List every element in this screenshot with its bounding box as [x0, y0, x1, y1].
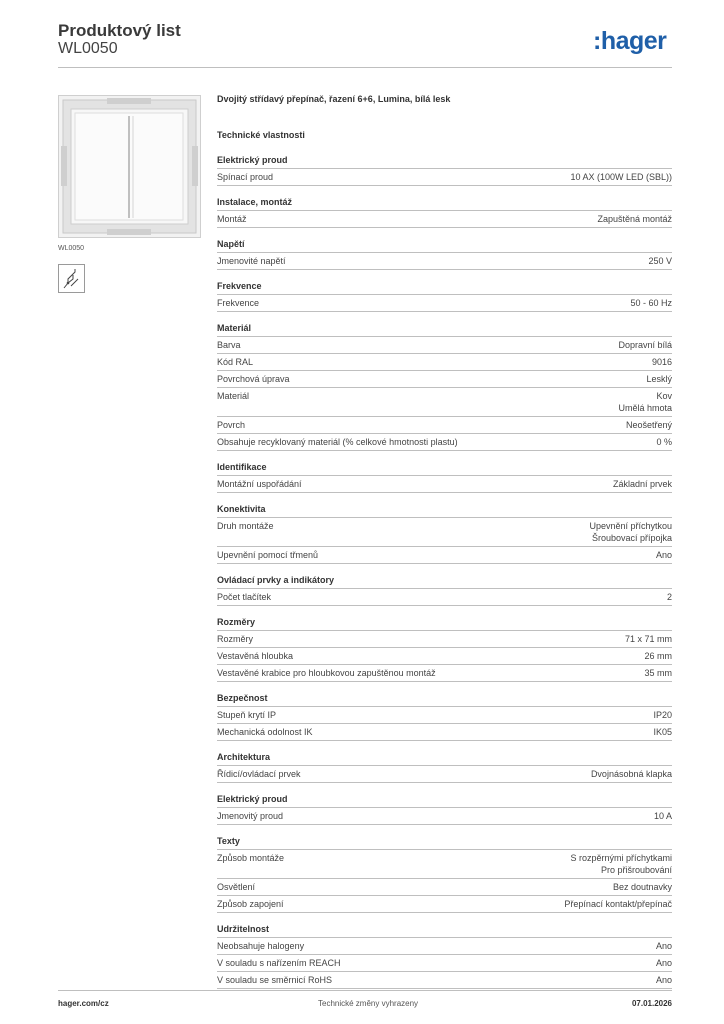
spec-row [217, 547, 672, 564]
image-caption: WL0050 [58, 245, 85, 252]
spec-value: Neošetřený [625, 420, 672, 430]
spec-row [217, 253, 672, 270]
spec-label: Vestavěná hloubka [217, 651, 294, 661]
spec-row [217, 518, 672, 547]
spec-value: 2 [666, 592, 672, 602]
section-title: Instalace, montáž [217, 197, 672, 211]
spec-value: Dopravní bílá [618, 340, 672, 350]
spec-section [217, 836, 672, 913]
footer-site-link[interactable]: hager.com/cz [58, 999, 109, 1008]
spec-value: 250 V [648, 256, 672, 266]
spec-row [217, 295, 672, 312]
section-title: Udržitelnost [217, 924, 672, 938]
page-title: Produktový list [58, 21, 181, 40]
spec-row [217, 371, 672, 388]
spec-row [217, 879, 672, 896]
spec-value: 26 mm [644, 651, 672, 661]
spec-section [217, 155, 672, 186]
spec-section [217, 504, 672, 564]
spec-section [217, 617, 672, 682]
spec-value: Přepínací kontakt/přepínač [564, 899, 672, 909]
spec-label: Povrchová úprava [217, 374, 290, 384]
spec-section [217, 794, 672, 825]
spec-row [217, 938, 672, 955]
spec-row [217, 476, 672, 493]
spec-row [217, 631, 672, 648]
spec-row [217, 648, 672, 665]
section-title: Elektrický proud [217, 155, 672, 169]
spec-value: Zapuštěná montáž [597, 214, 672, 224]
spec-label: Materiál [217, 391, 250, 401]
spec-row [217, 354, 672, 371]
spec-section [217, 924, 672, 989]
spec-row [217, 808, 672, 825]
switch-image [59, 96, 200, 237]
spec-value: Kov Umělá hmota [618, 391, 672, 413]
spec-label: Způsob montáže [217, 853, 285, 863]
section-title: Ovládací prvky a indikátory [217, 575, 672, 589]
spec-section [217, 281, 672, 312]
spec-row [217, 724, 672, 741]
spec-value: 10 AX (100W LED (SBL)) [570, 172, 672, 182]
spec-label: Barva [217, 340, 241, 350]
product-name: Dvojitý střídavý přepínač, řazení 6+6, Lumina, bílá lesk [217, 94, 451, 104]
spec-row [217, 211, 672, 228]
product-code: WL0050 [58, 40, 118, 57]
spec-value: Ano [655, 975, 672, 985]
spec-label: Kód RAL [217, 357, 254, 367]
spec-section [217, 323, 672, 451]
spec-row [217, 388, 672, 417]
spec-row [217, 766, 672, 783]
spec-section [217, 197, 672, 228]
spec-value: Upevnění příchytkou Šroubovací přípojka [589, 521, 672, 543]
section-title: Napětí [217, 239, 672, 253]
spec-value: Bez doutnavky [612, 882, 672, 892]
section-title: Materiál [217, 323, 672, 337]
spec-section [217, 239, 672, 270]
hager-logo: :hager [593, 27, 667, 55]
spec-label: Jmenovité napětí [217, 256, 286, 266]
section-title: Texty [217, 836, 672, 850]
spec-label: Spínací proud [217, 172, 274, 182]
spec-label: Řídicí/ovládací prvek [217, 769, 301, 779]
spec-label: Povrch [217, 420, 246, 430]
spec-row [217, 896, 672, 913]
spec-content [217, 94, 672, 989]
spec-sections [217, 155, 672, 989]
spec-section [217, 575, 672, 606]
spec-row [217, 665, 672, 682]
spec-section [217, 462, 672, 493]
spec-value: 35 mm [644, 668, 672, 678]
spec-label: Obsahuje recyklovaný materiál (% celkové hmotnosti plastu) [217, 437, 458, 447]
spec-value: Ano [655, 941, 672, 951]
spec-label: Způsob zapojení [217, 899, 284, 909]
spec-value: S rozpěrnými příchytkami Pro přišroubování [570, 853, 672, 875]
spec-label: Neobsahuje halogeny [217, 941, 305, 951]
spec-value: IK05 [653, 727, 672, 737]
spec-value: Dvojnásobná klapka [590, 769, 672, 779]
footer-note: Technické změny vyhrazeny [318, 999, 419, 1008]
section-title: Architektura [217, 752, 672, 766]
spec-value: Základní prvek [612, 479, 672, 489]
spec-value: 9016 [651, 357, 672, 367]
spec-label: Stupeň krytí IP [217, 710, 277, 720]
spec-value: Lesklý [646, 374, 672, 384]
tech-heading: Technické vlastnosti [217, 130, 305, 140]
spec-row [217, 589, 672, 606]
spec-value: 10 A [653, 811, 672, 821]
spec-value: 50 - 60 Hz [630, 298, 672, 308]
spec-label: Druh montáže [217, 521, 274, 531]
spec-row [217, 417, 672, 434]
spec-section [217, 693, 672, 741]
section-title: Konektivita [217, 504, 672, 518]
footer-date: 07.01.2026 [631, 999, 672, 1008]
spec-label: V souladu s nařízením REACH [217, 958, 341, 968]
section-title: Bezpečnost [217, 693, 672, 707]
spec-label: V souladu se směrnicí RoHS [217, 975, 333, 985]
section-title: Rozměry [217, 617, 672, 631]
product-image [58, 95, 201, 238]
spec-row [217, 169, 672, 186]
spec-row [217, 972, 672, 989]
section-title: Frekvence [217, 281, 672, 295]
section-title: Elektrický proud [217, 794, 672, 808]
header-divider [58, 67, 672, 68]
section-title: Identifikace [217, 462, 672, 476]
spec-label: Mechanická odolnost IK [217, 727, 313, 737]
spec-row [217, 707, 672, 724]
spec-label: Montážní uspořádání [217, 479, 302, 489]
spec-label: Jmenovitý proud [217, 811, 284, 821]
spec-value: 0 % [656, 437, 672, 447]
spec-row [217, 434, 672, 451]
spec-value: IP20 [653, 710, 672, 720]
spec-value: Ano [655, 550, 672, 560]
spec-label: Montáž [217, 214, 247, 224]
footer-divider [58, 990, 672, 991]
spec-label: Osvětlení [217, 882, 256, 892]
spec-value: Ano [655, 958, 672, 968]
spec-row [217, 337, 672, 354]
wiring-symbol-icon [58, 264, 85, 293]
spec-label: Rozměry [217, 634, 254, 644]
spec-row [217, 955, 672, 972]
spec-value: 71 x 71 mm [624, 634, 672, 644]
spec-label: Vestavěné krabice pro hloubkovou zapuštěnou montáž [217, 668, 436, 678]
spec-row [217, 850, 672, 879]
spec-label: Počet tlačítek [217, 592, 272, 602]
spec-section [217, 752, 672, 783]
spec-label: Upevnění pomocí třmenů [217, 550, 319, 560]
spec-label: Frekvence [217, 298, 260, 308]
